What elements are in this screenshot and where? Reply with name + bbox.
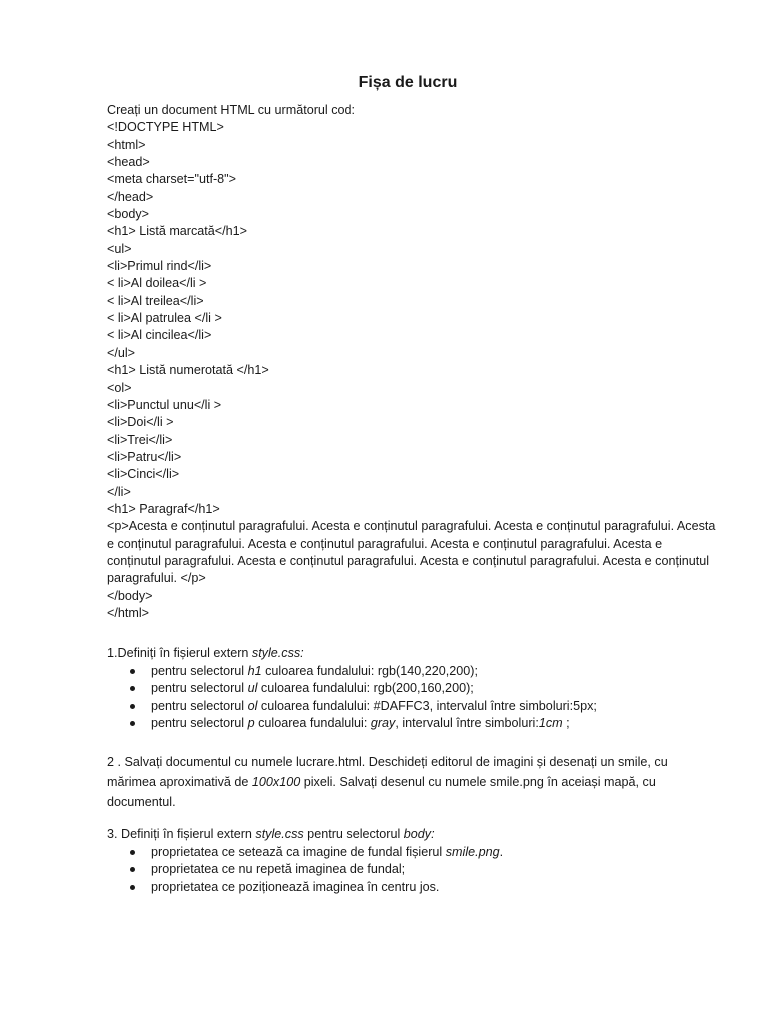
code-line: <li>Patru</li> <box>107 449 182 464</box>
list-item <box>151 680 717 698</box>
page-title: Fișa de lucru <box>358 74 458 91</box>
code-line: <h1> Listă numerotată </h1> <box>107 363 269 378</box>
item-value: 1cm <box>538 716 563 730</box>
item-value: gray <box>370 716 396 730</box>
item-selector: p <box>247 716 255 730</box>
item-text: pentru selectorul <box>151 681 248 695</box>
task-1-heading-text: 1.Definiți în fișierul extern <box>107 646 252 660</box>
code-line: </li> <box>107 484 131 499</box>
code-line: < li>Al treilea</li> <box>107 293 204 308</box>
task-2-text: 2 . Salvați documentul cu numele lucrare.html. Deschideți editorul de imagini și desenați un smile, cu mărimea aproximativă de <box>107 755 668 789</box>
item-text: pentru selectorul <box>151 663 248 678</box>
task-3-heading <box>107 826 717 844</box>
item-file: smile.png <box>445 844 500 859</box>
task-3-list <box>107 844 717 897</box>
item-selector: ol <box>247 698 258 713</box>
item-text: proprietatea ce setează ca imagine de fundal fișierul <box>151 844 446 859</box>
paragraph-code: <p>Acesta e conținutul paragrafului. Acesta e conținutul paragrafului. Acesta e conținutul paragrafului. Acesta e conținutul paragrafului. Acesta e conținutul paragrafului. Acesta e conținutul paragrafului. Acesta e conținutul paragrafului. Acesta e conținutul paragrafului. Acesta e conținutul paragrafului. Acesta e conținutul paragrafului. </p> <box>107 519 716 586</box>
item-selector: ul <box>247 681 258 695</box>
item-text: culoarea fundalului: #DAFFC3, intervalul între simboluri:5px; <box>257 698 597 713</box>
item-selector: h1 <box>247 663 262 678</box>
intro-text: Creați un document HTML cu următorul cod: <box>107 103 356 117</box>
item-text: culoarea fundalului: rgb(200,160,200); <box>257 681 474 695</box>
code-line: <h1> Listă marcată</h1> <box>107 224 248 239</box>
code-line: </head> <box>107 189 154 204</box>
task-1-heading-file: style.css: <box>251 646 304 660</box>
list-item <box>151 663 717 681</box>
task-3-heading-text: pentru selectorul <box>303 827 404 841</box>
code-line: <body> <box>107 207 150 222</box>
code-line: < li>Al patrulea </li > <box>107 311 222 326</box>
closing-lines <box>107 588 717 623</box>
list-item <box>151 861 717 879</box>
list-item <box>151 879 717 897</box>
task-3-heading-file: style.css <box>255 827 304 841</box>
item-text: culoarea fundalului: <box>254 716 371 730</box>
task-2-size: 100x100 <box>251 775 301 789</box>
code-line: <li>Primul rind</li> <box>107 259 212 274</box>
task-3-heading-selector: body: <box>403 827 435 841</box>
task-1 <box>107 645 717 733</box>
code-line: <li>Cinci</li> <box>107 467 180 482</box>
task-3 <box>107 826 717 896</box>
task-2 <box>107 752 717 812</box>
task-3-heading-text: 3. Definiți în fișierul extern <box>107 827 256 841</box>
code-line: <meta charset="utf-8"> <box>107 172 236 187</box>
code-line: <ul> <box>107 241 132 256</box>
code-line: < li>Al doilea</li > <box>107 276 207 291</box>
item-text: pentru selectorul <box>151 698 248 713</box>
code-line: </ul> <box>107 345 136 360</box>
code-block <box>107 102 717 622</box>
task-1-list <box>107 663 717 733</box>
list-item <box>151 715 717 733</box>
code-line: </body> <box>107 588 153 603</box>
item-text: , intervalul între simboluri: <box>395 716 539 730</box>
code-line: <li>Doi</li > <box>107 415 174 430</box>
task-2-text: pixeli. Salvați desenul cu numele smile.png în aceiași mapă, cu documentul. <box>107 775 656 809</box>
code-line: <ol> <box>107 380 132 395</box>
list-item <box>151 698 717 716</box>
code-line: <li>Trei</li> <box>107 432 173 447</box>
code-line: <h1> Paragraf</h1> <box>107 501 220 516</box>
code-line: <li>Punctul unu</li > <box>107 397 222 412</box>
item-text: culoarea fundalului: rgb(140,220,200); <box>261 663 478 678</box>
code-line: <!DOCTYPE HTML> <box>107 120 224 135</box>
list-item <box>151 844 717 862</box>
code-line: <head> <box>107 155 150 170</box>
item-text: . <box>499 844 504 859</box>
code-line: </html> <box>107 605 149 620</box>
item-text: proprietatea ce nu repetă imaginea de fundal; <box>151 862 406 876</box>
item-text: pentru selectorul <box>151 716 248 730</box>
task-1-heading <box>107 645 717 663</box>
code-lines <box>107 119 717 518</box>
code-line: < li>Al cincilea</li> <box>107 328 212 343</box>
item-text: proprietatea ce poziționează imaginea în centru jos. <box>151 879 440 894</box>
code-line: <html> <box>107 137 146 152</box>
item-text: ; <box>562 716 570 730</box>
